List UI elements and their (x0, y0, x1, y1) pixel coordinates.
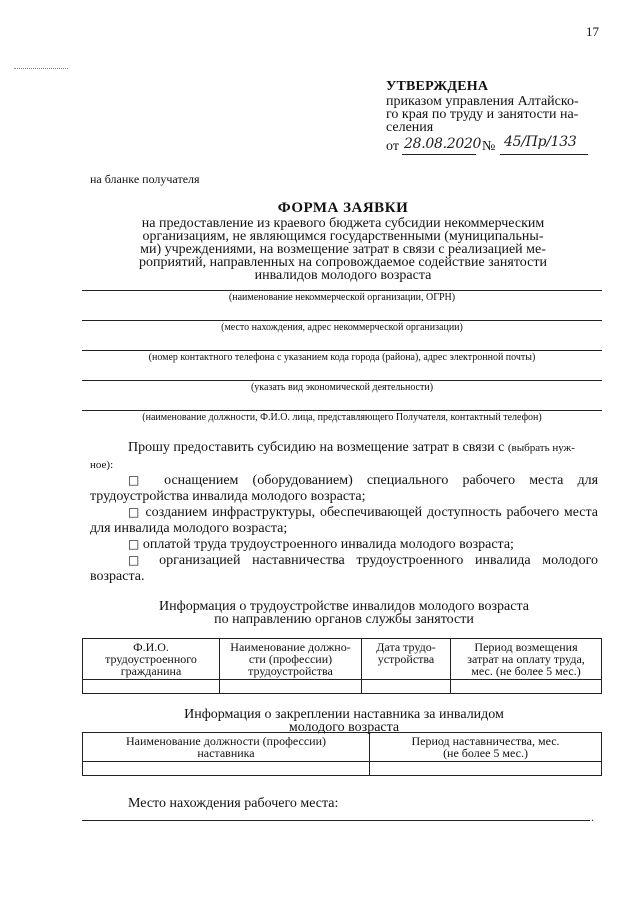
form-title: ФОРМА ЗАЯВКИ (277, 200, 409, 216)
form-subtitle-line: роприятий, направленных на сопровождаемое содействие занятости (139, 255, 547, 270)
table-cell[interactable] (362, 680, 451, 694)
number-sign: № (482, 139, 496, 154)
date-underline (402, 154, 476, 155)
option-text: оснащением (оборудованием) специального рабочего места для трудоустройства инвалида молодого возраста; (90, 473, 599, 504)
economic-activity-caption: (указать вид экономической деятельности) (250, 382, 434, 393)
final-punctuation: . (591, 810, 594, 824)
handwritten-date: 28.08.2020 (404, 136, 482, 152)
approval-block (386, 80, 608, 156)
number-underline (500, 154, 588, 155)
checkbox-icon[interactable]: □ (128, 473, 150, 487)
option-infrastructure[interactable] (90, 504, 598, 537)
table-cell[interactable] (83, 680, 220, 694)
table-header-cell: Наименование должно- сти (профессии) трудоустройства (220, 639, 362, 680)
table-cell[interactable] (451, 680, 602, 694)
checkbox-icon[interactable]: □ (128, 537, 140, 551)
approval-date-number-row (386, 136, 608, 156)
workplace-label: Место нахождения рабочего места: (128, 796, 339, 811)
representative-caption: (наименование должности, Ф.И.О. лица, представляющего Получателя, контактный телефон) (142, 412, 542, 423)
contact-field[interactable] (82, 350, 602, 363)
option-text: организацией наставничества трудоустроенного инвалида молодого возраста. (90, 553, 599, 584)
approval-line: селения (386, 120, 434, 135)
table-header-cell: Дата трудо- устройства (362, 639, 451, 680)
form-subtitle-line: на предоставление из краевого бюджета субсидии некоммерческим (141, 216, 545, 231)
checkbox-icon[interactable]: □ (128, 553, 148, 567)
contact-caption: (номер контактного телефона с указанием кода города (района), адрес электронной почты) (148, 352, 536, 363)
mentor-table (82, 732, 602, 776)
table-header-cell: Период возмещения затрат на оплату труда, мес. (не более 5 мес.) (451, 639, 602, 680)
table-row[interactable] (83, 680, 602, 694)
representative-field[interactable] (82, 410, 602, 423)
table-cell[interactable] (370, 762, 602, 776)
employment-table (82, 638, 602, 694)
checkbox-icon[interactable]: □ (128, 505, 141, 519)
handwritten-number: 45/Пр/133 (504, 134, 577, 150)
org-name-caption: (наименование некоммерческой организации, ОГРН) (228, 292, 456, 303)
mentor-section-title: Информация о закреплении наставника за инвалидом молодого возраста (184, 707, 504, 735)
table-cell[interactable] (83, 762, 370, 776)
table-cell[interactable] (220, 680, 362, 694)
table-header-row (83, 639, 602, 680)
form-subtitle-line: ми) учреждениями, на возмещение затрат в связи с реализацией ме- (140, 242, 546, 257)
form-title-block (90, 202, 596, 282)
option-equipment[interactable] (90, 472, 598, 505)
request-text: Прошу предоставить субсидию на возмещение затрат в связи с (128, 440, 505, 455)
economic-activity-field[interactable] (82, 380, 602, 393)
option-text: созданием инфраструктуры, обеспечивающей доступность рабочего места для инвалида молодого возраста; (90, 505, 599, 536)
request-paragraph (90, 440, 598, 456)
org-address-caption: (место нахождения, адрес некоммерческой организации) (221, 322, 463, 333)
table-row[interactable] (83, 762, 602, 776)
option-mentoring[interactable] (90, 552, 598, 585)
table-header-cell: Ф.И.О. трудоустроенного гражданина (83, 639, 220, 680)
table-header-row (83, 733, 602, 762)
request-note: (выбрать нуж- (507, 442, 575, 454)
scan-artifact-divider (14, 68, 68, 69)
option-wages[interactable] (90, 536, 598, 553)
approval-line: приказом управления Алтайско- (386, 94, 579, 109)
form-subtitle-line: инвалидов молодого возраста (254, 268, 432, 283)
table-header-cell: Период наставничества, мес. (не более 5 мес.) (370, 733, 602, 762)
date-prefix: от (386, 139, 399, 154)
page-number: 17 (586, 24, 599, 39)
form-subtitle-line: организациям, не являющимся государственными (муниципальны- (142, 229, 544, 244)
org-address-field[interactable] (82, 320, 602, 333)
option-text: оплатой труда трудоустроенного инвалида молодого возраста; (142, 537, 514, 552)
approval-line: го края по труду и занятости на- (386, 107, 579, 122)
request-note-end: ное): (90, 459, 114, 471)
workplace-input-line[interactable] (82, 820, 590, 821)
approval-heading: УТВЕРЖДЕНА (386, 79, 489, 94)
table-header-cell: Наименование должности (профессии) наставника (83, 733, 370, 762)
org-name-field[interactable] (82, 290, 602, 303)
employment-section-title: Информация о трудоустройстве инвалидов молодого возраста по направлению органов службы занятости (159, 599, 529, 627)
blank-note: на бланке получателя (90, 172, 200, 186)
